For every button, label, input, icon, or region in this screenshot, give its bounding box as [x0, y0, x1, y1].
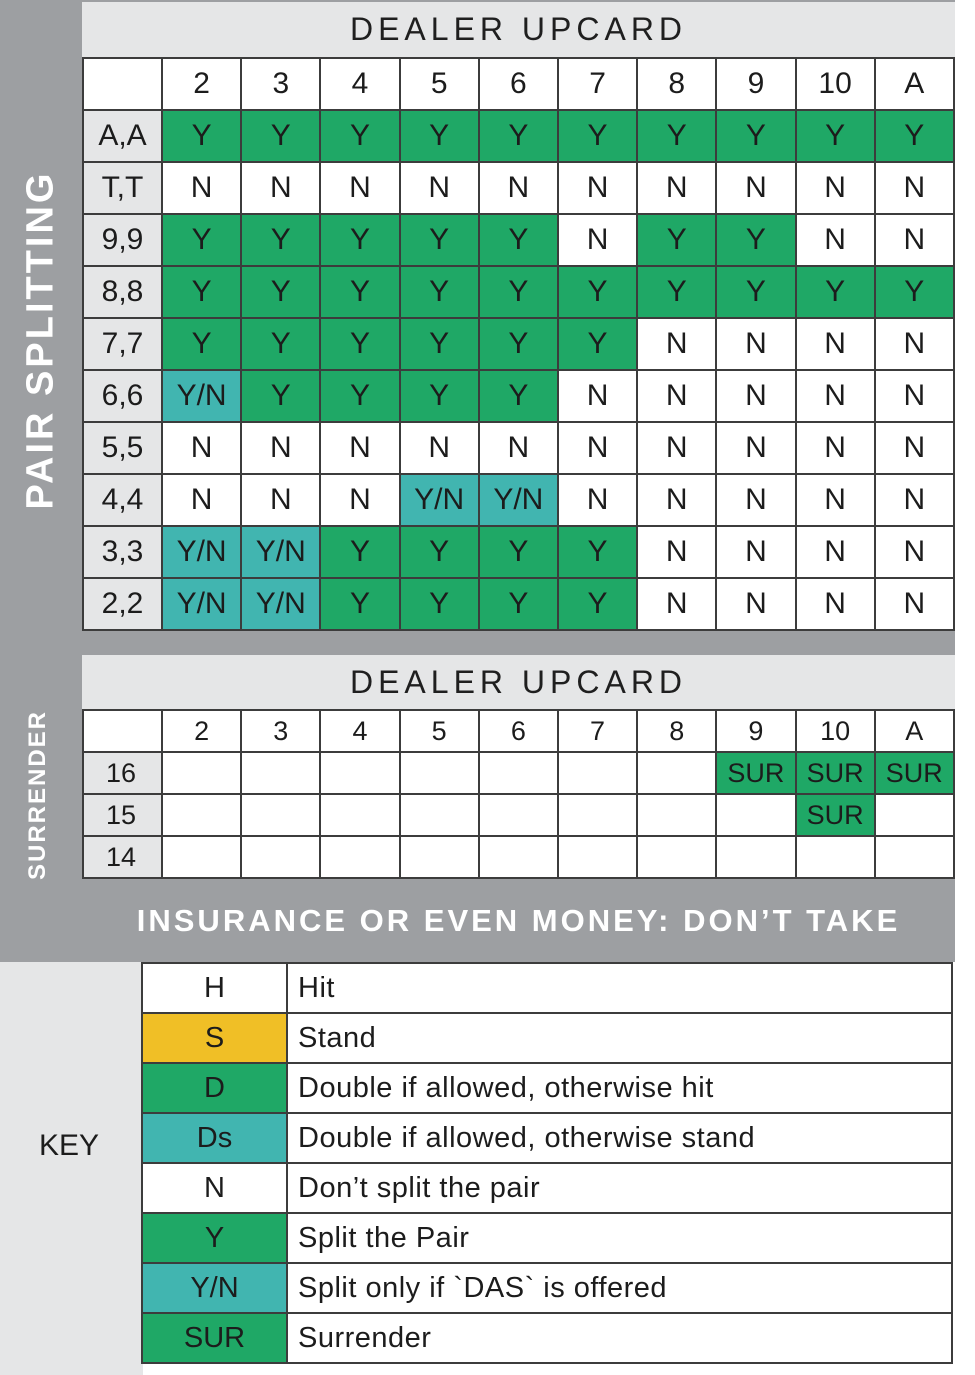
pair-splitting-corner-cell	[83, 58, 162, 110]
surrender-decision-cell	[241, 794, 320, 836]
pair-splitting-title: PAIR SPLITTING	[19, 170, 62, 510]
pair-splitting-decision-cell: N	[162, 474, 241, 526]
pair-splitting-decision-cell: Y	[320, 266, 399, 318]
surrender-decision-cell	[400, 794, 479, 836]
pair-splitting-decision-cell: Y	[637, 266, 716, 318]
surrender-row	[83, 752, 954, 794]
pair-splitting-decision-cell: Y	[162, 214, 241, 266]
key-description: Surrender	[287, 1313, 952, 1363]
pair-splitting-decision-cell: Y	[796, 266, 875, 318]
pair-splitting-decision-cell: N	[637, 526, 716, 578]
pair-splitting-decision-cell: Y	[400, 578, 479, 630]
pair-splitting-decision-cell: N	[637, 162, 716, 214]
surrender-decision-cell	[162, 836, 241, 878]
pair-splitting-decision-cell: N	[796, 578, 875, 630]
key-code-swatch: S	[142, 1013, 287, 1063]
pair-splitting-column-header-row	[83, 58, 954, 110]
pair-splitting-decision-cell: Y	[162, 318, 241, 370]
surrender-decision-cell	[241, 836, 320, 878]
pair-splitting-row	[83, 110, 954, 162]
key-description: Don’t split the pair	[287, 1163, 952, 1213]
pair-splitting-decision-cell: Y	[637, 214, 716, 266]
pair-splitting-decision-cell: N	[875, 318, 954, 370]
surrender-decision-cell	[796, 836, 875, 878]
dealer-upcard-column-header: 2	[162, 710, 241, 752]
key-code-swatch: N	[142, 1163, 287, 1213]
pair-splitting-decision-cell: N	[875, 422, 954, 474]
pair-splitting-decision-cell: Y	[162, 110, 241, 162]
pair-splitting-decision-cell: N	[558, 422, 637, 474]
pair-splitting-row-label: 3,3	[83, 526, 162, 578]
surrender-decision-cell: SUR	[716, 752, 795, 794]
surrender-decision-cell	[875, 794, 954, 836]
pair-splitting-decision-cell: Y/N	[162, 578, 241, 630]
pair-splitting-decision-cell: N	[241, 474, 320, 526]
pair-splitting-row-label: 9,9	[83, 214, 162, 266]
key-row	[142, 1163, 952, 1213]
pair-splitting-decision-cell: Y/N	[479, 474, 558, 526]
pair-splitting-row-label: 6,6	[83, 370, 162, 422]
dealer-upcard-column-header: A	[875, 58, 954, 110]
pair-splitting-decision-cell: N	[637, 318, 716, 370]
surrender-decision-cell	[241, 752, 320, 794]
surrender-row	[83, 794, 954, 836]
pair-splitting-decision-cell: Y	[241, 266, 320, 318]
pair-splitting-decision-cell: N	[716, 526, 795, 578]
pair-splitting-row	[83, 578, 954, 630]
pair-splitting-decision-cell: Y	[320, 578, 399, 630]
surrender-decision-cell	[162, 794, 241, 836]
pair-splitting-decision-cell: Y	[400, 110, 479, 162]
pair-splitting-decision-cell: Y	[320, 318, 399, 370]
pair-splitting-row	[83, 162, 954, 214]
dealer-upcard-column-header: 7	[558, 58, 637, 110]
dealer-upcard-column-header: 3	[241, 710, 320, 752]
key-code-swatch: H	[142, 963, 287, 1013]
surrender-row-label: 14	[83, 836, 162, 878]
pair-splitting-decision-cell: Y/N	[162, 526, 241, 578]
pair-splitting-decision-cell: Y	[241, 214, 320, 266]
pair-splitting-decision-cell: N	[796, 318, 875, 370]
surrender-corner-cell	[83, 710, 162, 752]
pair-splitting-decision-cell: Y	[558, 266, 637, 318]
pair-splitting-table	[82, 57, 955, 631]
pair-splitting-decision-cell: Y	[716, 266, 795, 318]
dealer-upcard-column-header: 9	[716, 58, 795, 110]
pair-splitting-row	[83, 318, 954, 370]
surrender-dealer-upcard-header: DEALER UPCARD	[82, 655, 955, 709]
pair-splitting-decision-cell: N	[241, 162, 320, 214]
pair-splitting-decision-cell: N	[320, 422, 399, 474]
pair-splitting-decision-cell: N	[875, 214, 954, 266]
pair-splitting-row	[83, 526, 954, 578]
pair-splitting-decision-cell: N	[400, 162, 479, 214]
key-row	[142, 1313, 952, 1363]
surrender-decision-cell	[400, 752, 479, 794]
insurance-note: INSURANCE OR EVEN MONEY: DON’T TAKE	[136, 903, 901, 938]
surrender-decision-cell	[479, 836, 558, 878]
surrender-decision-cell	[479, 794, 558, 836]
surrender-decision-cell	[479, 752, 558, 794]
pair-splitting-row-label: 7,7	[83, 318, 162, 370]
pair-splitting-decision-cell: Y	[796, 110, 875, 162]
pair-splitting-decision-cell: N	[320, 162, 399, 214]
key-code-swatch: D	[142, 1063, 287, 1113]
key-code-swatch: Y	[142, 1213, 287, 1263]
pair-splitting-decision-cell: N	[875, 474, 954, 526]
surrender-decision-cell	[716, 836, 795, 878]
pair-splitting-decision-cell: N	[558, 370, 637, 422]
dealer-upcard-column-header: 3	[241, 58, 320, 110]
pair-splitting-decision-cell: N	[637, 422, 716, 474]
pair-splitting-decision-cell: Y	[558, 318, 637, 370]
pair-splitting-decision-cell: N	[479, 422, 558, 474]
pair-splitting-decision-cell: N	[716, 318, 795, 370]
key-row	[142, 1213, 952, 1263]
surrender-decision-cell	[637, 836, 716, 878]
surrender-decision-cell	[637, 752, 716, 794]
surrender-decision-cell: SUR	[796, 752, 875, 794]
pair-splitting-decision-cell: Y	[320, 370, 399, 422]
pair-splitting-decision-cell: N	[241, 422, 320, 474]
key-label: KEY	[38, 1129, 100, 1162]
surrender-decision-cell	[558, 836, 637, 878]
key-row	[142, 1063, 952, 1113]
pair-splitting-row-label: T,T	[83, 162, 162, 214]
surrender-decision-cell	[558, 752, 637, 794]
dealer-upcard-column-header: A	[875, 710, 954, 752]
pair-splitting-decision-cell: Y	[479, 526, 558, 578]
key-table	[141, 962, 953, 1364]
surrender-title: SURRENDER	[24, 709, 51, 881]
pair-splitting-decision-cell: Y	[875, 110, 954, 162]
key-code-swatch: SUR	[142, 1313, 287, 1363]
pair-splitting-row-label: 8,8	[83, 266, 162, 318]
pair-splitting-decision-cell: Y	[400, 370, 479, 422]
pair-splitting-decision-cell: N	[796, 526, 875, 578]
pair-splitting-decision-cell: N	[796, 422, 875, 474]
pair-splitting-decision-cell: Y	[320, 214, 399, 266]
pair-splitting-decision-cell: N	[400, 422, 479, 474]
pair-splitting-decision-cell: N	[875, 526, 954, 578]
pair-splitting-decision-cell: Y	[479, 266, 558, 318]
pair-splitting-decision-cell: Y	[400, 266, 479, 318]
pair-splitting-row	[83, 214, 954, 266]
pair-splitting-decision-cell: N	[637, 474, 716, 526]
surrender-decision-cell	[162, 752, 241, 794]
pair-splitting-decision-cell: Y	[241, 110, 320, 162]
key-description: Stand	[287, 1013, 952, 1063]
pair-splitting-row-label: 5,5	[83, 422, 162, 474]
pair-splitting-decision-cell: Y	[558, 110, 637, 162]
key-description: Split the Pair	[287, 1213, 952, 1263]
surrender-table	[82, 709, 955, 879]
pair-splitting-decision-cell: Y	[558, 578, 637, 630]
dealer-upcard-column-header: 5	[400, 58, 479, 110]
key-code-swatch: Ds	[142, 1113, 287, 1163]
pair-splitting-decision-cell: Y	[479, 370, 558, 422]
pair-splitting-decision-cell: Y	[875, 266, 954, 318]
dealer-upcard-column-header: 8	[637, 710, 716, 752]
surrender-decision-cell	[320, 752, 399, 794]
surrender-row	[83, 836, 954, 878]
dealer-upcard-column-header: 4	[320, 710, 399, 752]
key-row	[142, 1113, 952, 1163]
pair-splitting-decision-cell: N	[716, 162, 795, 214]
dealer-upcard-column-header: 5	[400, 710, 479, 752]
surrender-decision-cell	[320, 794, 399, 836]
pair-splitting-decision-cell: N	[558, 214, 637, 266]
pair-splitting-decision-cell: N	[875, 578, 954, 630]
key-description: Double if allowed, otherwise stand	[287, 1113, 952, 1163]
pair-splitting-decision-cell: N	[716, 578, 795, 630]
pair-splitting-decision-cell: N	[558, 474, 637, 526]
surrender-decision-cell: SUR	[796, 794, 875, 836]
pair-splitting-decision-cell: N	[716, 370, 795, 422]
pair-splitting-decision-cell: N	[796, 474, 875, 526]
pair-splitting-decision-cell: Y/N	[400, 474, 479, 526]
key-description: Hit	[287, 963, 952, 1013]
key-description: Split only if `DAS` is offered	[287, 1263, 952, 1313]
surrender-row-label: 16	[83, 752, 162, 794]
key-row	[142, 963, 952, 1013]
pair-splitting-decision-cell: Y/N	[241, 578, 320, 630]
dealer-upcard-column-header: 10	[796, 710, 875, 752]
surrender-decision-cell	[716, 794, 795, 836]
pair-splitting-dealer-upcard-header: DEALER UPCARD	[82, 2, 955, 57]
pair-splitting-decision-cell: Y	[479, 110, 558, 162]
pair-splitting-decision-cell: Y	[716, 214, 795, 266]
pair-splitting-decision-cell: Y	[241, 318, 320, 370]
surrender-column-header-row	[83, 710, 954, 752]
pair-splitting-decision-cell: Y	[320, 110, 399, 162]
pair-splitting-decision-cell: Y	[400, 214, 479, 266]
pair-splitting-decision-cell: Y	[716, 110, 795, 162]
pair-splitting-decision-cell: Y	[479, 578, 558, 630]
pair-splitting-row	[83, 266, 954, 318]
pair-splitting-decision-cell: N	[162, 162, 241, 214]
pair-splitting-decision-cell: N	[479, 162, 558, 214]
surrender-decision-cell	[320, 836, 399, 878]
dealer-upcard-column-header: 9	[716, 710, 795, 752]
dealer-upcard-column-header: 7	[558, 710, 637, 752]
pair-splitting-row-label: 2,2	[83, 578, 162, 630]
pair-splitting-decision-cell: Y	[400, 318, 479, 370]
pair-splitting-decision-cell: N	[162, 422, 241, 474]
pair-splitting-row	[83, 474, 954, 526]
pair-splitting-decision-cell: N	[558, 162, 637, 214]
pair-splitting-decision-cell: Y	[241, 370, 320, 422]
pair-splitting-decision-cell: Y	[479, 318, 558, 370]
pair-splitting-row	[83, 370, 954, 422]
pair-splitting-decision-cell: N	[796, 162, 875, 214]
pair-splitting-decision-cell: N	[637, 370, 716, 422]
pair-splitting-decision-cell: Y	[637, 110, 716, 162]
pair-splitting-decision-cell: Y	[479, 214, 558, 266]
pair-splitting-decision-cell: Y	[320, 526, 399, 578]
pair-splitting-decision-cell: Y/N	[241, 526, 320, 578]
key-row	[142, 1263, 952, 1313]
key-description: Double if allowed, otherwise hit	[287, 1063, 952, 1113]
dealer-upcard-column-header: 6	[479, 58, 558, 110]
pair-splitting-row-label: A,A	[83, 110, 162, 162]
dealer-upcard-column-header: 2	[162, 58, 241, 110]
pair-splitting-decision-cell: N	[875, 370, 954, 422]
surrender-decision-cell	[875, 836, 954, 878]
surrender-decision-cell: SUR	[875, 752, 954, 794]
pair-splitting-decision-cell: N	[716, 422, 795, 474]
dealer-upcard-column-header: 8	[637, 58, 716, 110]
key-code-swatch: Y/N	[142, 1263, 287, 1313]
pair-splitting-decision-cell: N	[320, 474, 399, 526]
pair-splitting-decision-cell: N	[716, 474, 795, 526]
pair-splitting-decision-cell: Y/N	[162, 370, 241, 422]
surrender-decision-cell	[400, 836, 479, 878]
dealer-upcard-column-header: 10	[796, 58, 875, 110]
pair-splitting-decision-cell: Y	[558, 526, 637, 578]
surrender-decision-cell	[637, 794, 716, 836]
pair-splitting-row	[83, 422, 954, 474]
pair-splitting-decision-cell: N	[796, 370, 875, 422]
pair-splitting-decision-cell: Y	[162, 266, 241, 318]
pair-splitting-decision-cell: N	[796, 214, 875, 266]
surrender-decision-cell	[558, 794, 637, 836]
dealer-upcard-column-header: 6	[479, 710, 558, 752]
dealer-upcard-column-header: 4	[320, 58, 399, 110]
pair-splitting-row-label: 4,4	[83, 474, 162, 526]
key-row	[142, 1013, 952, 1063]
pair-splitting-decision-cell: N	[875, 162, 954, 214]
pair-splitting-decision-cell: N	[637, 578, 716, 630]
pair-splitting-decision-cell: Y	[400, 526, 479, 578]
surrender-row-label: 15	[83, 794, 162, 836]
